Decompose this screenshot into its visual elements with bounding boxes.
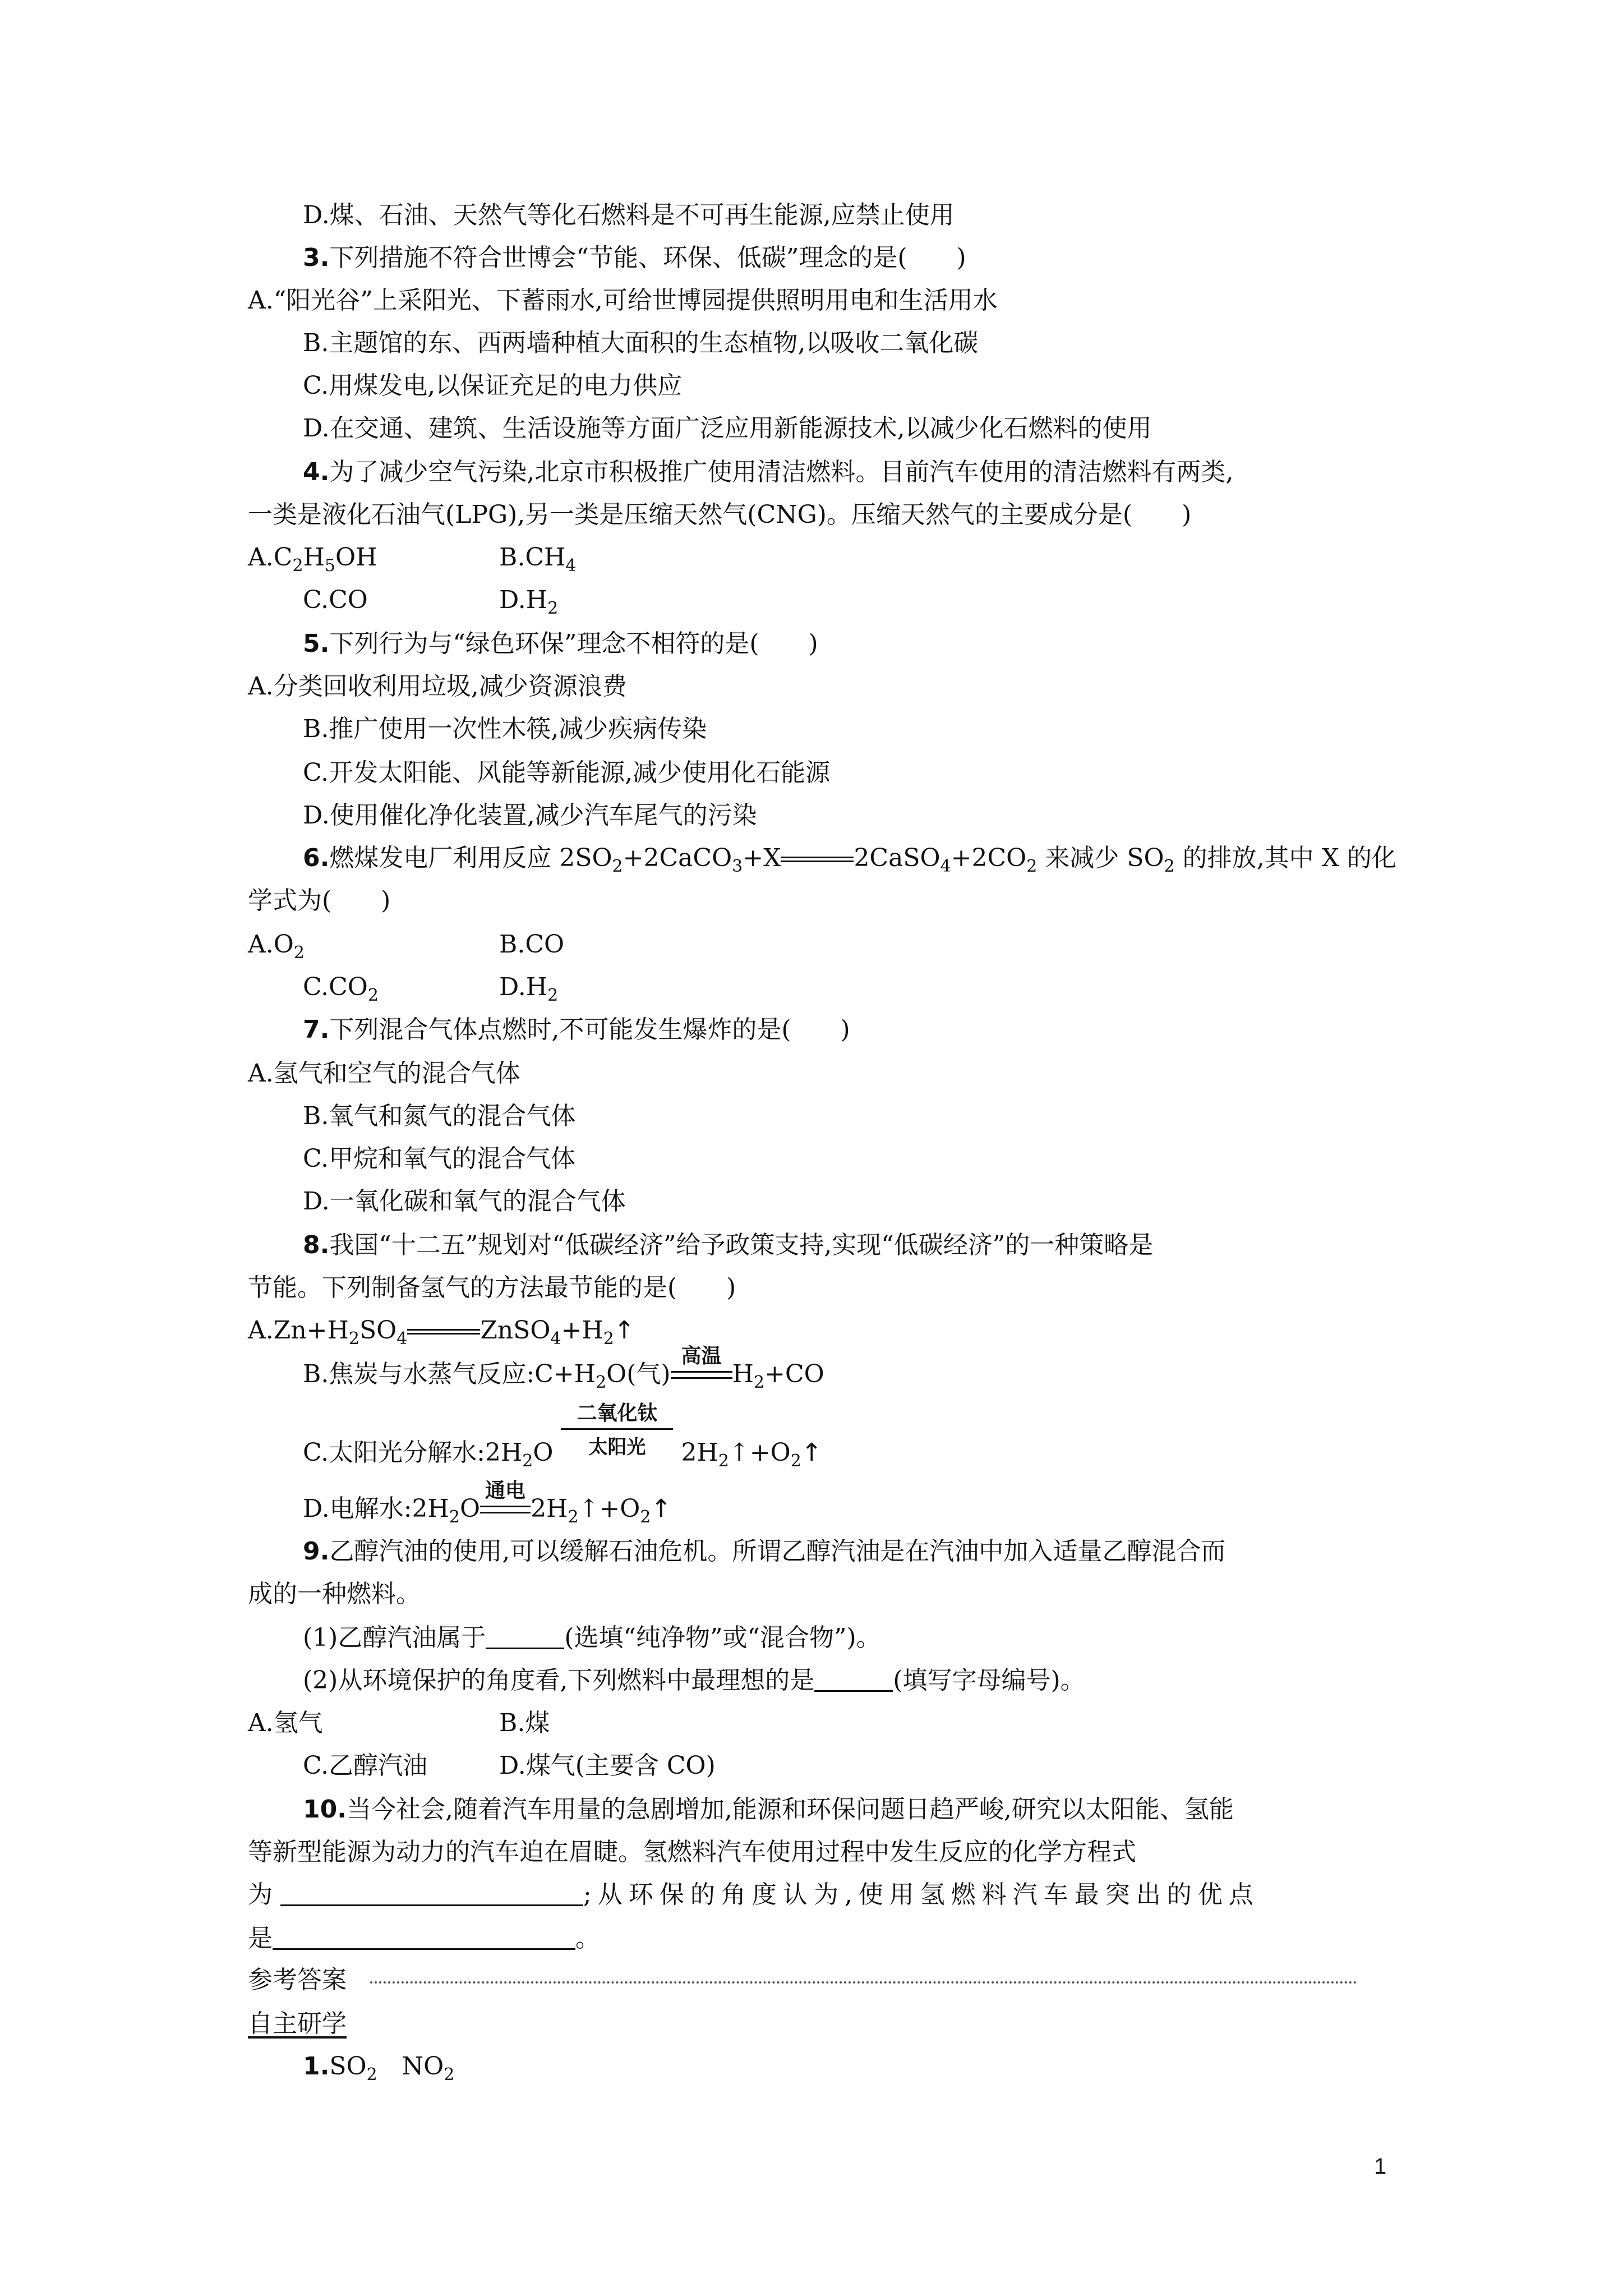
q5-option-b: B.推广使用一次性木筷,减少疾病传染 <box>303 715 707 743</box>
q3-option-b: B.主题馆的东、西两墙种植大面积的生态植物,以吸收二氧化碳 <box>303 329 979 357</box>
q5-option-c: C.开发太阳能、风能等新能源,减少使用化石能源 <box>303 758 831 787</box>
page-number: 1 <box>1374 2154 1387 2179</box>
q3-option-c: C.用煤发电,以保证充足的电力供应 <box>303 371 683 400</box>
q5-option-d: D.使用催化净化装置,减少汽车尾气的污染 <box>303 801 757 830</box>
q3-option-a: A.“阳光谷”上采阳光、下蓄雨水,可给世博园提供照明用电和生活用水 <box>248 286 998 315</box>
q7-option-d: D.一氧化碳和氧气的混合气体 <box>303 1187 626 1216</box>
q4-option-c: C.CO <box>303 586 368 614</box>
question-4-line1: 4.为了减少空气污染,北京市积极推广使用清洁燃料。目前汽车使用的清洁燃料有两类, <box>303 458 1234 486</box>
q6-option-d: $D.H_2$ <box>499 973 559 1005</box>
q9-part2: (2)从环境保护的角度看,下列燃料中最理想的是 (填写字母编号)。 <box>303 1664 1085 1697</box>
answers-heading: 参考答案 <box>248 1966 347 1994</box>
answer-blank[interactable] <box>486 1622 564 1649</box>
q4-option-b: $B.CH_4$ <box>499 543 577 576</box>
q7-option-c: C.甲烷和氧气的混合气体 <box>303 1144 576 1173</box>
reaction-condition: 二氧化钛 太阳光 <box>561 1436 673 1470</box>
question-6-line2: 学式为( ) <box>248 886 391 915</box>
q8-option-d: D.电解水$:2H_2O$ 通电 $2H_2↑+O_2↑$ <box>303 1479 672 1527</box>
q6-option-a: $A.O_2$ <box>248 930 305 963</box>
q9-option-d: D.煤气(主要含 CO) <box>499 1751 716 1780</box>
question-10-line2: 等新型能源为动力的汽车迫在眉睫。氢燃料汽车使用过程中发生反应的化学方程式 <box>248 1838 1136 1866</box>
answer-blank[interactable] <box>273 1922 575 1950</box>
question-9-line1: 9.乙醇汽油的使用,可以缓解石油危机。所谓乙醇汽油是在汽油中加入适量乙醇混合而 <box>303 1537 1226 1566</box>
q9-option-a: A.氢气 <box>248 1709 323 1737</box>
q5-option-a: A.分类回收利用垃圾,减少资源浪费 <box>248 672 627 701</box>
q8-option-c: C.太阳光分解水$:2H_2O$ 二氧化钛 太阳光 $2H_2↑+O_2↑$ <box>303 1402 822 1471</box>
q7-option-a: A.氢气和空气的混合气体 <box>248 1059 520 1088</box>
q3-option-d: D.在交通、建筑、生活设施等方面广泛应用新能源技术,以减少化石燃料的使用 <box>303 414 1152 443</box>
q6-option-b: B.CO <box>499 930 565 959</box>
gas-arrow-icon: ↑ <box>614 1316 635 1345</box>
answer-blank[interactable] <box>280 1879 583 1906</box>
answer-blank[interactable] <box>814 1664 893 1692</box>
question-7: 7.下列混合气体点燃时,不可能发生爆炸的是( ) <box>303 1015 850 1044</box>
q4-option-d: $D.H_2$ <box>499 586 559 618</box>
reaction-condition: 通电 <box>480 1492 531 1526</box>
equals-sign <box>781 841 854 875</box>
option-d-q2: D.煤、石油、天然气等化石燃料是不可再生能源,应禁止使用 <box>303 201 955 229</box>
equals-sign <box>407 1314 480 1347</box>
q9-option-c: C.乙醇汽油 <box>303 1751 428 1780</box>
q9-part1: (1)乙醇汽油属于 (选填“纯净物”或“混合物”)。 <box>303 1621 881 1655</box>
q4-option-a: $A.C_2H_5OH$ <box>248 543 377 576</box>
question-10-line1: 10.当今社会,随着汽车用量的急剧增加,能源和环保问题日趋严峻,研究以太阳能、氢能 <box>303 1795 1234 1824</box>
dotted-divider <box>370 1981 1357 1984</box>
question-9-line2: 成的一种燃料。 <box>248 1580 421 1608</box>
question-5: 5.下列行为与“绿色环保”理念不相符的是( ) <box>303 629 818 658</box>
question-10-line3: 为 ;从环保的角度认为,使用氢燃料汽车最突出的优点 <box>248 1878 1260 1912</box>
reaction-condition: 高温 <box>671 1358 732 1391</box>
question-4-line2: 一类是液化石油气(LPG),另一类是压缩天然气(CNG)。压缩天然气的主要成分是( ) <box>248 500 1192 529</box>
q8-option-a: $A.Zn+H_2SO_4$ $ZnSO_4+H_2↑$ <box>248 1314 635 1347</box>
answer-1: $1.SO_2$ $NO_2$ <box>303 2052 455 2085</box>
question-6-line1: 6.燃煤发电厂利用反应 $2SO_2+2CaCO_3+X$ $2CaSO_4+2CO_2$ 来减少 $SO_2$ 的排放,其中 X 的化 <box>303 841 1396 875</box>
q8-option-b: B.焦炭与水蒸气反应$:C+H_2O$(气) 高温 $H_2+CO$ <box>303 1345 824 1392</box>
question-8-line1: 8.我国“十二五”规划对“低碳经济”给予政策支持,实现“低碳经济”的一种策略是 <box>303 1231 1154 1259</box>
section-title: 自主研学 <box>248 2009 347 2038</box>
q6-option-c: $C.CO_2$ <box>303 973 379 1005</box>
q7-option-b: B.氧气和氮气的混合气体 <box>303 1102 576 1130</box>
question-3: 3.下列措施不符合世博会“节能、环保、低碳”理念的是( ) <box>303 243 966 272</box>
q9-option-b: B.煤 <box>499 1709 550 1737</box>
question-10-line4: 是 。 <box>248 1922 600 1955</box>
question-8-line2: 节能。下列制备氢气的方法最节能的是( ) <box>248 1273 736 1302</box>
